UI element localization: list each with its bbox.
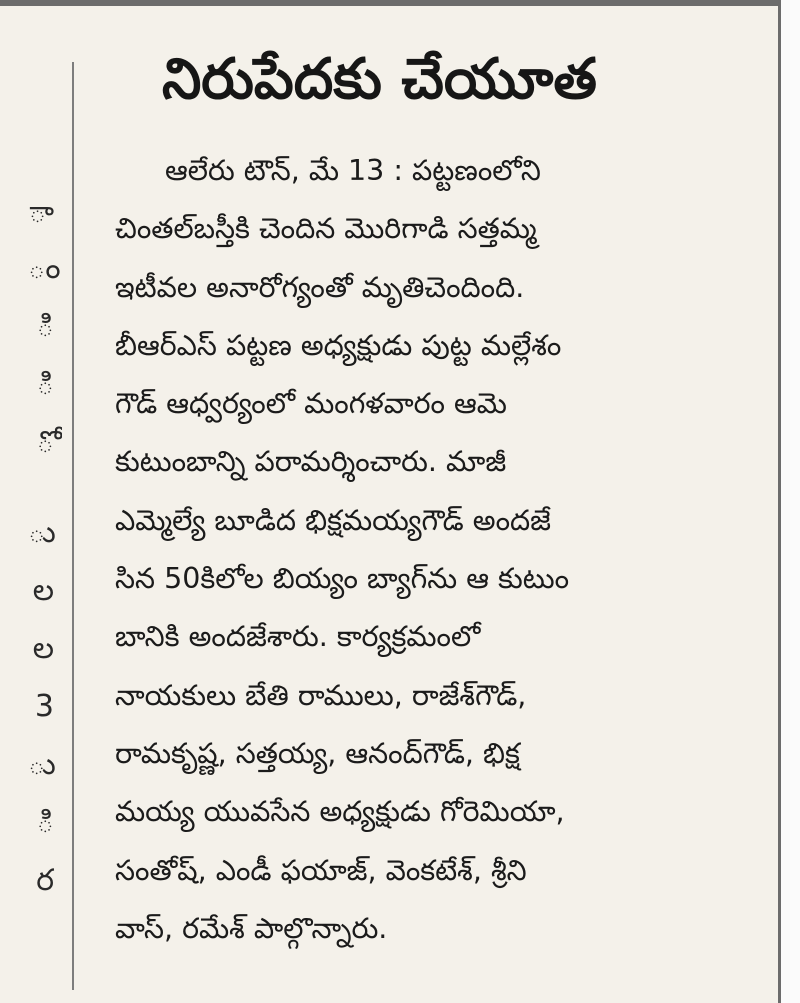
left-column-fragment: ు — [28, 747, 56, 782]
left-column-fragment: ా — [28, 195, 54, 230]
article-body — [115, 142, 775, 958]
article-line: సంతోష్‌, ఎండీ ఫయాజ్‌, వెంకటేశ్‌, శ్రీని — [115, 853, 527, 887]
left-column-fragment: ం — [28, 251, 61, 286]
article-line: చింతల్‌బస్తీకి చెందిన మొరిగాడి సత్తమ్మ — [115, 212, 537, 246]
article-line: సిన 50కిలోల బియ్యం బ్యాగ్‌ను ఆ కుటుం — [115, 562, 570, 596]
left-column-fragment: ల — [32, 573, 54, 608]
article-line: బీఆర్‌ఎస్‌ పట్టణ అధ్యక్షుడు పుట్ట మల్లేశం — [115, 328, 562, 362]
left-column-fragment: ు — [28, 515, 56, 550]
left-column-fragment: ి — [36, 309, 54, 344]
article-line: ఎమ్మెల్యే బూడిద భిక్షమయ్యగౌడ్‌ అందజే — [115, 503, 551, 537]
left-column-fragment: ల — [32, 631, 54, 666]
article-line: గౌడ్‌ ఆధ్వర్యంలో మంగళవారం ఆమె — [115, 387, 507, 421]
left-column-cutoff — [0, 0, 62, 1003]
article-line: ఆలేరు టౌన్‌, మే 13 : పట్టణంలోని — [165, 154, 541, 187]
right-margin — [781, 0, 800, 1003]
article-line: నాయకులు బేతి రాములు, రాజేశ్‌గౌడ్‌, — [115, 678, 527, 712]
column-divider — [72, 62, 74, 990]
article-line: ఇటీవల అనారోగ్యంతో మృతిచెందింది. — [115, 270, 525, 304]
article-line: మయ్య యువసేన అధ్యక్షుడు గోరెమియా, — [115, 795, 565, 829]
article-line: రామకృష్ణ, సత్తయ్య, ఆనంద్‌గౌడ్‌, భిక్ష — [115, 736, 520, 770]
left-column-fragment: ర — [36, 863, 54, 898]
article-line: బానికి అందజేశారు. కార్యక్రమంలో — [115, 620, 481, 654]
left-column-fragment: ో — [36, 425, 54, 460]
article-headline: నిరుపేదకు చేయూత — [162, 47, 597, 112]
top-border-rule — [0, 0, 780, 6]
left-column-fragment: ి — [36, 367, 54, 402]
left-column-fragment: 3 — [34, 689, 54, 724]
left-column-fragment: ి — [36, 805, 54, 840]
article-line: కుటుంబాన్ని పరామర్శించారు. మాజీ — [115, 445, 507, 479]
article-line: వాస్‌, రమేశ్‌ పాల్గొన్నారు. — [115, 911, 388, 945]
